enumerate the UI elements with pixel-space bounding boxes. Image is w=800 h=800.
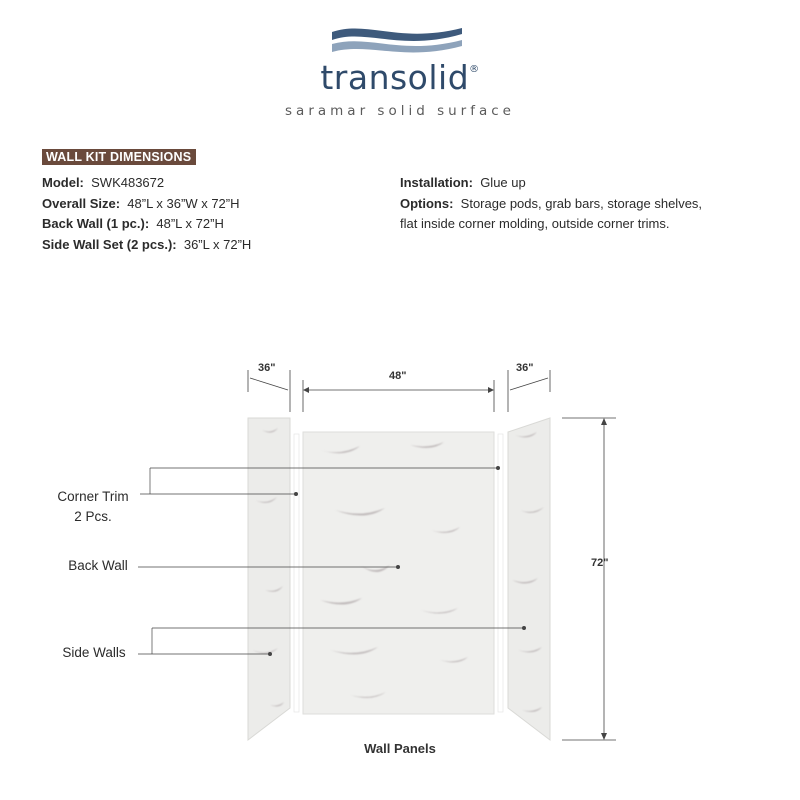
logo-swoosh-light [332,40,462,52]
back-wall [303,432,494,714]
logo-swoosh-icon [328,22,468,58]
left-corner-trim [294,434,299,712]
spec-key: Model: [42,175,84,190]
right-corner-trim [498,434,503,712]
spec-key: Options: [400,195,454,211]
trademark-mark: ® [469,64,480,75]
spec-key: Back Wall (1 pc.): [42,216,150,231]
brand-tagline: saramar solid surface [285,103,515,119]
callout-corner-trim [46,487,140,527]
dim-left-width: 36" [258,362,276,374]
dim-height: 72" [591,557,609,569]
spec-value: SWK483672 [91,175,165,190]
wall-panels-diagram [0,350,800,750]
spec-value: Storage pods, grab bars, storage shelves, flat inside corner molding, outside corner trims. [400,195,703,231]
spec-installation [400,173,720,194]
specs-left [42,173,251,255]
diagram-caption: Wall Panels [364,741,436,756]
spec-overall-size [42,194,251,215]
brand-name-text: transolid [320,58,470,97]
spec-value: 36”L x 72”H [183,236,252,252]
specs-right [400,173,720,235]
section-title: WALL KIT DIMENSIONS [42,149,196,165]
logo-swoosh-dark [332,28,462,41]
dim-back-width: 48" [389,370,407,382]
callout-corner-trim-line1: Corner Trim [57,489,129,504]
spec-side-wall-set [42,235,251,256]
callout-back-wall: Back Wall [68,558,128,573]
spec-value: 48”L x 72”H [156,216,224,231]
callout-corner-trim-line2: 2 Pcs. [74,509,112,524]
spec-back-wall [42,214,251,235]
spec-key: Overall Size: [42,195,121,211]
spec-value: Glue up [480,175,526,190]
brand-name [0,58,800,97]
left-side-wall [248,418,290,740]
right-side-wall [508,418,550,740]
spec-key: Installation: [400,175,473,190]
dim-right-width: 36" [516,362,534,374]
spec-value: 48”L x 36”W x 72”H [127,195,240,211]
brand-logo [0,0,800,140]
callout-side-walls: Side Walls [62,645,126,660]
spec-model [42,173,251,194]
spec-options [400,194,720,235]
spec-key: Side Wall Set (2 pcs.): [42,236,177,252]
